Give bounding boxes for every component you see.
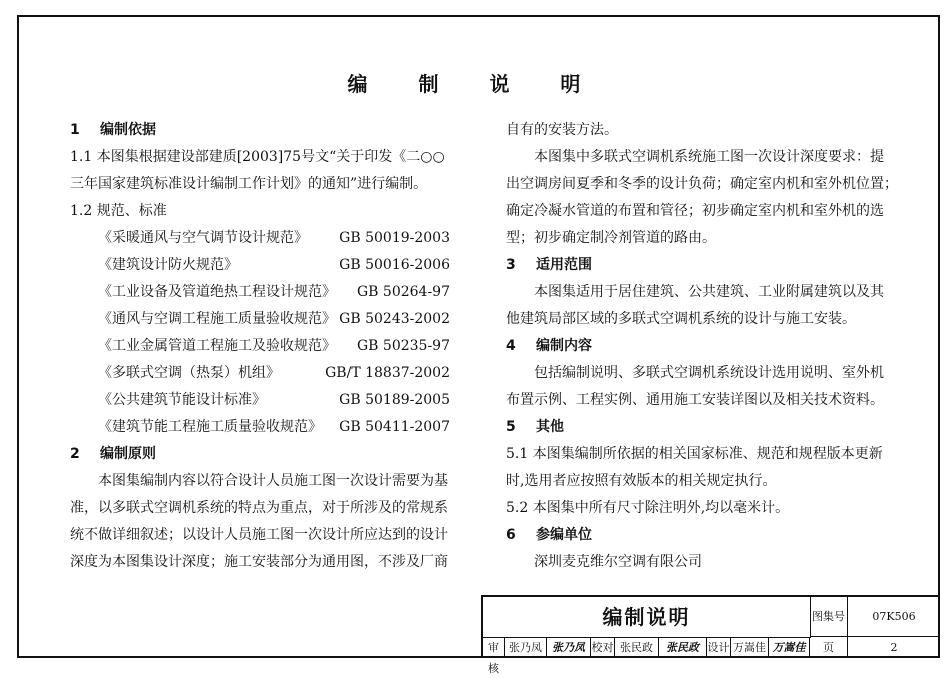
page-number: 2 bbox=[890, 641, 898, 654]
signature-row bbox=[483, 637, 810, 675]
standard-code: GB 50235-97 bbox=[356, 338, 450, 354]
paragraph-line: 型；初步确定制冷剂管道的路由。 bbox=[506, 230, 716, 246]
standard-name: 《通风与空调工程施工质量验收规范》 bbox=[98, 311, 336, 327]
standard-name: 《多联式空调（热泵）机组》 bbox=[98, 365, 280, 381]
paragraph-1-2: 1.2 规范、标准 bbox=[70, 203, 167, 219]
paragraph-line: 深度为本图集设计深度；施工安装部分为通用图，不涉及厂商 bbox=[70, 554, 448, 570]
paragraph-line: 布置示例、工程实例、通用施工安装详图以及相关技术资料。 bbox=[506, 392, 884, 408]
design-signature: 万嵩佳 bbox=[769, 637, 810, 658]
section-4-heading bbox=[506, 333, 886, 360]
standard-name: 《采暖通风与空气调节设计规范》 bbox=[98, 230, 308, 246]
section-2-heading bbox=[70, 441, 450, 468]
check-name: 张民政 bbox=[615, 637, 659, 658]
standard-row bbox=[70, 225, 450, 252]
section-title: 其他 bbox=[536, 419, 564, 435]
design-name: 万嵩佳 bbox=[731, 637, 769, 658]
check-signature: 张民政 bbox=[659, 637, 707, 658]
paragraph-line: 包括编制说明、多联式空调机系统设计选用说明、室外机 bbox=[534, 365, 884, 381]
right-column bbox=[506, 117, 898, 576]
standard-row bbox=[70, 306, 450, 333]
standard-code: GB 50019-2003 bbox=[339, 230, 450, 246]
paragraph-5-1-line-2: 时,选用者应按照有效版本的相关规定执行。 bbox=[506, 473, 777, 489]
section-number: 6 bbox=[506, 527, 516, 543]
paragraph-line: 本图集中多联式空调机系统施工图一次设计深度要求：提 bbox=[534, 149, 884, 165]
standard-row bbox=[70, 252, 450, 279]
paragraph-line: 本图集编制内容以符合设计人员施工图一次设计需要为基 bbox=[98, 473, 448, 489]
participant-unit: 深圳麦克维尔空调有限公司 bbox=[534, 554, 702, 570]
standard-row bbox=[70, 333, 450, 360]
section-title: 适用范围 bbox=[536, 257, 592, 273]
atlas-number-label: 图集号 bbox=[810, 597, 848, 637]
section-title: 编制内容 bbox=[536, 338, 592, 354]
page-label: 页 bbox=[810, 637, 848, 658]
review-signature: 张乃凤 bbox=[547, 637, 591, 658]
paragraph-line: 本图集适用于居住建筑、公共建筑、工业附属建筑以及其 bbox=[534, 284, 884, 300]
review-name: 张乃凤 bbox=[505, 637, 547, 658]
section-5-heading bbox=[506, 414, 886, 441]
continuation-line: 自有的安装方法。 bbox=[506, 122, 618, 138]
standard-code: GB 50189-2005 bbox=[339, 392, 450, 408]
standard-code: GB 50264-97 bbox=[356, 284, 450, 300]
section-number: 3 bbox=[506, 257, 516, 273]
paragraph-line: 他建筑局部区域的多联式空调机系统的设计与施工安装。 bbox=[506, 311, 856, 327]
standard-row bbox=[70, 360, 450, 387]
standard-row bbox=[70, 387, 450, 414]
title-block bbox=[481, 595, 940, 675]
section-title: 编制依据 bbox=[100, 122, 156, 138]
paragraph-line: 准，以多联式空调机系统的特点为重点，对于所涉及的常规系 bbox=[70, 500, 448, 516]
standard-name: 《公共建筑节能设计标准》 bbox=[98, 392, 266, 408]
paragraph-1-1-line-1: 1.1 本图集根据建设部建质[2003]75号文“关于印发《二○○ bbox=[70, 149, 445, 165]
standard-name: 《建筑设计防火规范》 bbox=[98, 257, 238, 273]
check-label: 校对 bbox=[591, 637, 615, 658]
left-column bbox=[70, 117, 450, 576]
standard-code: GB 50243-2002 bbox=[339, 311, 450, 327]
section-number: 1 bbox=[70, 122, 80, 138]
standard-code: GB/T 18837-2002 bbox=[325, 365, 450, 381]
atlas-number: 07K506 bbox=[848, 597, 940, 637]
standard-row bbox=[70, 279, 450, 306]
drawing-title: 编制说明 bbox=[483, 597, 811, 638]
design-label: 设计 bbox=[707, 637, 731, 658]
paragraph-5-1-line-1: 5.1 本图集编制所依据的相关国家标准、规范和规程版本更新 bbox=[506, 446, 883, 462]
paragraph-line: 确定冷凝水管道的布置和管径；初步确定室内机和室外机的选 bbox=[506, 203, 884, 219]
section-1-heading bbox=[70, 117, 450, 144]
paragraph-1-1-line-2: 三年国家建筑标准设计编制工作计划》的通知”进行编制。 bbox=[70, 176, 428, 192]
paragraph-5-2: 5.2 本图集中所有尺寸除注明外,均以毫米计。 bbox=[506, 500, 790, 516]
standard-name: 《工业设备及管道绝热工程设计规范》 bbox=[98, 284, 336, 300]
section-title: 编制原则 bbox=[100, 446, 156, 462]
section-title: 参编单位 bbox=[536, 527, 592, 543]
standard-row bbox=[70, 414, 450, 441]
page-title: 编 制 说 明 bbox=[347, 72, 603, 96]
paragraph-line: 出空调房间夏季和冬季的设计负荷；确定室内机和室外机位置； bbox=[506, 176, 898, 192]
review-label: 审核 bbox=[483, 637, 505, 658]
section-6-heading bbox=[506, 522, 886, 549]
section-number: 5 bbox=[506, 419, 516, 435]
section-number: 2 bbox=[70, 446, 80, 462]
standard-code: GB 50411-2007 bbox=[339, 419, 450, 435]
standard-name: 《工业金属管道工程施工及验收规范》 bbox=[98, 338, 336, 354]
standard-name: 《建筑节能工程施工质量验收规范》 bbox=[98, 419, 322, 435]
standard-code: GB 50016-2006 bbox=[339, 257, 450, 273]
section-3-heading bbox=[506, 252, 886, 279]
paragraph-line: 统不做详细叙述；以设计人员施工图一次设计所应达到的设计 bbox=[70, 527, 448, 543]
section-number: 4 bbox=[506, 338, 516, 354]
